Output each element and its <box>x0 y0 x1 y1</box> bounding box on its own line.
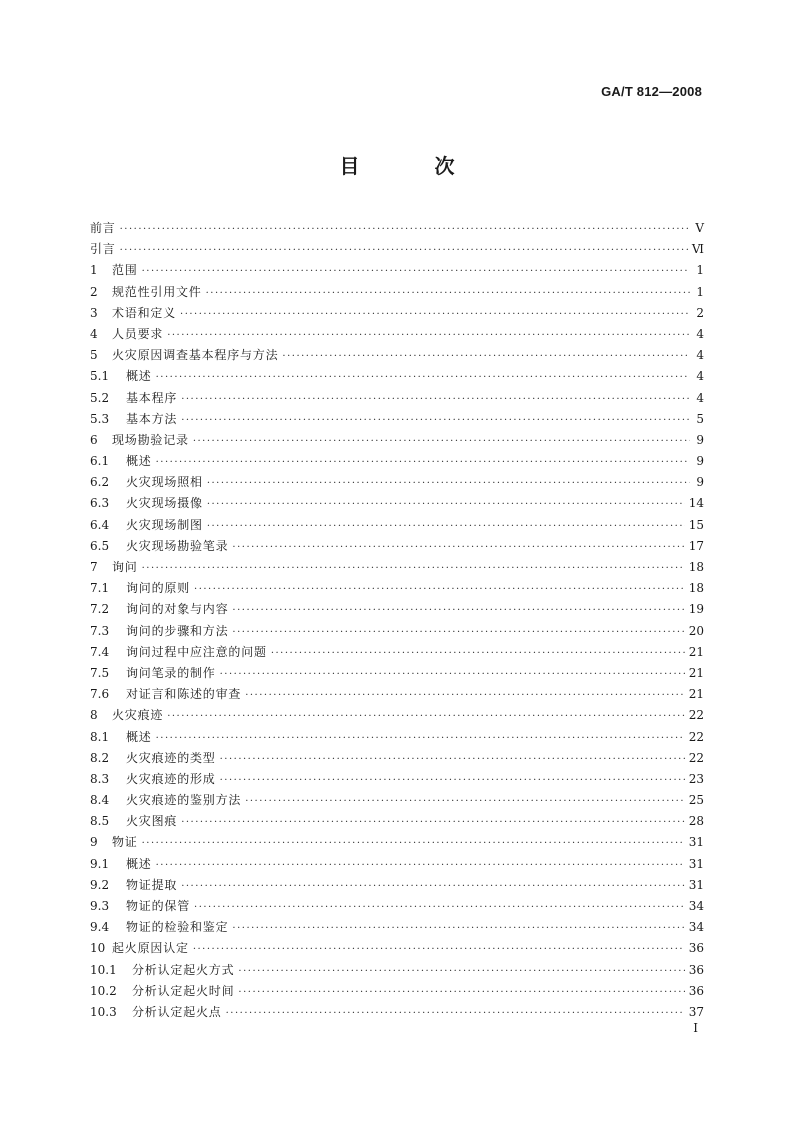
toc-entry-page: 37 <box>688 1004 704 1019</box>
toc-entry[interactable] <box>90 239 704 260</box>
toc-entry-label: 火灾原因调查基本程序与方法 <box>112 348 279 363</box>
toc-entry-label: 火灾现场摄像 <box>126 496 203 511</box>
toc-entry-number: 4 <box>90 326 98 341</box>
toc-entry-page: 5 <box>696 411 704 426</box>
toc-entry[interactable] <box>90 621 704 642</box>
toc-entry-number: 1 <box>90 263 98 278</box>
toc-entry-number: 6.5 <box>90 538 110 553</box>
toc-entry-number: 10.3 <box>90 1004 117 1019</box>
toc-entry-label: 火灾现场制图 <box>126 517 203 532</box>
toc-entry-number: 3 <box>90 305 98 320</box>
toc-entry[interactable] <box>90 260 704 281</box>
toc-entry-page: 31 <box>688 856 704 871</box>
toc-dot-leader <box>238 961 684 982</box>
toc-entry-page: 22 <box>688 750 704 765</box>
page-title: 目 次 <box>339 154 489 178</box>
toc-entry-label: 概述 <box>126 369 152 384</box>
toc-entry-number: 9.3 <box>90 899 110 913</box>
toc-entry-number: 8.4 <box>90 793 110 808</box>
toc-dot-leader <box>194 579 685 600</box>
toc-entry-number: 8.1 <box>90 729 110 744</box>
toc-dot-leader <box>238 982 684 1003</box>
toc-entry-page: 31 <box>688 835 704 850</box>
toc-entry-number: 8.2 <box>90 750 110 765</box>
toc-entry-page: Ⅴ <box>695 221 704 235</box>
toc-dot-leader <box>180 304 690 325</box>
toc-entry-label: 规范性引用文件 <box>112 284 202 299</box>
toc-entry-page: 4 <box>696 326 704 341</box>
toc-entry[interactable] <box>90 938 704 959</box>
toc-dot-leader <box>193 431 690 452</box>
toc-entry-page: 4 <box>696 348 704 363</box>
toc-entry-number: 8.5 <box>90 814 110 829</box>
toc-entry[interactable] <box>90 832 704 853</box>
toc-entry[interactable] <box>90 472 704 493</box>
toc-entry[interactable] <box>90 705 704 726</box>
toc-entry[interactable] <box>90 896 704 917</box>
toc-entry[interactable] <box>90 324 704 345</box>
toc-entry-number: 10.1 <box>90 962 117 977</box>
toc-dot-leader <box>207 516 685 537</box>
toc-entry-page: 28 <box>688 814 704 829</box>
toc-entry-page: 18 <box>688 560 704 574</box>
toc-dot-leader <box>245 791 685 812</box>
toc-entry-label: 询问 <box>112 560 138 574</box>
toc-entry-number: 9.4 <box>90 920 110 935</box>
toc-entry-label: 询问的对象与内容 <box>126 602 229 617</box>
toc-entry[interactable] <box>90 748 704 769</box>
toc-entry-page: 31 <box>688 877 704 892</box>
toc-entry-page: 4 <box>696 369 704 384</box>
toc-entry-number: 6.4 <box>90 517 110 532</box>
toc-entry-label: 对证言和陈述的审查 <box>126 687 242 702</box>
toc-dot-leader <box>232 537 684 558</box>
toc-dot-leader <box>167 706 685 727</box>
toc-entry[interactable] <box>90 557 704 578</box>
toc-entry-number: 7.3 <box>90 623 110 638</box>
toc-dot-leader <box>271 643 685 664</box>
toc-entry[interactable] <box>90 536 704 557</box>
toc-entry-number: 9.2 <box>90 877 110 892</box>
toc-entry[interactable] <box>90 451 704 472</box>
toc-entry-page: 21 <box>688 687 704 702</box>
toc-entry[interactable] <box>90 599 704 620</box>
toc-entry-label: 现场勘验记录 <box>112 432 189 447</box>
toc-entry-label: 概述 <box>126 454 152 469</box>
toc-entry-number: 6.1 <box>90 454 110 469</box>
toc-entry-number: 10.2 <box>90 983 117 998</box>
toc-dot-leader <box>220 749 685 770</box>
toc-entry-page: 17 <box>688 538 704 553</box>
toc-entry-page: Ⅵ <box>691 242 704 257</box>
toc-dot-leader <box>245 685 685 706</box>
toc-entry[interactable] <box>90 811 704 832</box>
toc-entry-label: 范围 <box>112 263 138 278</box>
toc-entry-number: 7.1 <box>90 581 110 596</box>
toc-dot-leader <box>181 876 685 897</box>
toc-entry-number: 7.2 <box>90 602 110 617</box>
toc-entry[interactable] <box>90 663 704 684</box>
page-folio: I <box>693 1021 698 1035</box>
toc-entry-label: 人员要求 <box>112 326 164 341</box>
toc-entry-number: 7 <box>90 560 98 574</box>
toc-entry[interactable] <box>90 727 704 748</box>
toc-entry[interactable] <box>90 642 704 663</box>
toc-dot-leader <box>142 558 685 579</box>
toc-entry[interactable] <box>90 854 704 875</box>
toc-entry[interactable] <box>90 493 704 514</box>
toc-entry-label: 询问的步骤和方法 <box>126 623 229 638</box>
toc-entry[interactable] <box>90 345 704 366</box>
toc-entry-number: 9.1 <box>90 856 110 871</box>
toc-entry[interactable] <box>90 578 704 599</box>
toc-entry-page: 21 <box>688 644 704 659</box>
toc-entry-label: 分析认定起火点 <box>132 1004 222 1019</box>
toc-entry-page: 4 <box>696 390 704 405</box>
toc-entry[interactable] <box>90 430 704 451</box>
toc-entry-number: 9 <box>90 835 98 850</box>
toc-entry[interactable] <box>90 303 704 324</box>
toc-entry-page: 22 <box>688 729 704 744</box>
toc-entry-label: 概述 <box>126 729 152 744</box>
toc-entry[interactable] <box>90 875 704 896</box>
toc-entry[interactable] <box>90 684 704 705</box>
toc-entry-page: 19 <box>688 602 704 617</box>
toc-entry-page: 36 <box>688 983 704 998</box>
toc-dot-leader <box>181 410 690 431</box>
toc-dot-leader <box>120 240 688 261</box>
toc-entry[interactable] <box>90 218 704 239</box>
toc-entry-number: 6.3 <box>90 496 110 511</box>
toc-dot-leader <box>142 833 685 854</box>
toc-entry-page: 15 <box>688 517 704 532</box>
toc-dot-leader <box>181 812 685 833</box>
toc-entry-page: 36 <box>688 941 704 956</box>
toc-entry-page: 21 <box>688 665 704 680</box>
toc-entry[interactable] <box>90 366 704 387</box>
toc-entry-number: 5.3 <box>90 411 110 426</box>
toc-dot-leader <box>193 939 685 960</box>
toc-entry[interactable] <box>90 960 704 981</box>
toc-entry-page: 1 <box>696 263 704 278</box>
toc-entry-number: 5 <box>90 348 98 363</box>
toc-entry-number: 2 <box>90 284 98 299</box>
toc-entry-label: 询问笔录的制作 <box>126 665 216 680</box>
toc-dot-leader <box>232 918 684 939</box>
toc-dot-leader <box>207 473 690 494</box>
toc-entry[interactable] <box>90 917 704 938</box>
toc-entry-page: 23 <box>688 771 704 786</box>
toc-entry-page: 9 <box>696 475 704 490</box>
toc-dot-leader <box>232 600 684 621</box>
toc-entry-page: 34 <box>688 920 704 935</box>
toc-dot-leader <box>156 452 690 473</box>
toc-entry-label: 基本程序 <box>126 390 178 405</box>
toc-dot-leader <box>181 389 690 410</box>
toc-entry-label: 火灾痕迹的鉴别方法 <box>126 793 242 808</box>
toc-dot-leader <box>156 367 690 388</box>
toc-dot-leader <box>167 325 690 346</box>
toc-entry-page: 9 <box>696 432 704 447</box>
toc-entry-label: 火灾现场勘验笔录 <box>126 538 229 553</box>
toc-entry-label: 分析认定起火方式 <box>132 962 235 977</box>
toc-entry-label: 物证的保管 <box>126 899 191 913</box>
toc-entry-number: 5.2 <box>90 390 110 405</box>
toc-entry-label: 概述 <box>126 856 152 871</box>
toc-dot-leader <box>206 283 690 304</box>
toc-entry[interactable] <box>90 769 704 790</box>
toc-dot-leader <box>156 728 685 749</box>
toc-entry-label: 引言 <box>90 242 116 257</box>
toc-entry-page: 1 <box>696 284 704 299</box>
toc-entry-number: 10 <box>90 941 106 956</box>
toc-entry-page: 18 <box>688 581 704 596</box>
toc-entry-page: 9 <box>696 454 704 469</box>
toc-entry-label: 火灾现场照相 <box>126 475 203 490</box>
toc-entry-label: 火灾痕迹的类型 <box>126 750 216 765</box>
toc-entry-number: 7.6 <box>90 687 110 702</box>
toc-entry[interactable] <box>90 282 704 303</box>
toc-dot-leader <box>220 770 685 791</box>
toc-entry-number: 6 <box>90 432 98 447</box>
toc-dot-leader <box>282 346 690 367</box>
toc-entry-label: 火灾痕迹 <box>112 708 164 723</box>
toc-entry[interactable] <box>90 981 704 1002</box>
toc-entry-label: 物证的检验和鉴定 <box>126 920 229 935</box>
toc-entry-label: 火灾图痕 <box>126 814 178 829</box>
toc-dot-leader <box>220 664 685 685</box>
toc-entry-number: 8 <box>90 708 98 723</box>
toc-entry-label: 基本方法 <box>126 411 178 426</box>
toc-entry[interactable] <box>90 1002 704 1023</box>
table-of-contents <box>90 218 704 1023</box>
standard-code: GA/T 812—2008 <box>601 84 702 99</box>
toc-entry-label: 物证 <box>112 835 138 850</box>
toc-entry-number: 8.3 <box>90 771 110 786</box>
toc-dot-leader <box>226 1003 685 1024</box>
toc-dot-leader <box>194 897 685 918</box>
toc-entry-page: 20 <box>688 623 704 638</box>
toc-entry-page: 36 <box>688 962 704 977</box>
toc-entry-label: 前言 <box>90 221 116 235</box>
toc-entry-number: 7.5 <box>90 665 110 680</box>
toc-entry-label: 起火原因认定 <box>112 941 189 956</box>
toc-dot-leader <box>232 622 684 643</box>
toc-entry-page: 22 <box>688 708 704 723</box>
toc-entry[interactable] <box>90 515 704 536</box>
toc-entry-label: 火灾痕迹的形成 <box>126 771 216 786</box>
toc-entry-page: 34 <box>688 899 704 913</box>
toc-entry-number: 6.2 <box>90 475 110 490</box>
toc-entry-number: 7.4 <box>90 644 110 659</box>
toc-entry-page: 14 <box>688 496 704 511</box>
toc-entry[interactable] <box>90 790 704 811</box>
toc-entry-number: 5.1 <box>90 369 110 384</box>
toc-entry-label: 分析认定起火时间 <box>132 983 235 998</box>
toc-entry-label: 术语和定义 <box>112 305 177 320</box>
toc-dot-leader <box>120 219 690 240</box>
toc-entry-label: 询问过程中应注意的问题 <box>126 644 267 659</box>
toc-entry[interactable] <box>90 388 704 409</box>
toc-entry[interactable] <box>90 409 704 430</box>
toc-entry-label: 物证提取 <box>126 877 178 892</box>
toc-dot-leader <box>156 855 685 876</box>
toc-entry-page: 2 <box>696 305 704 320</box>
toc-dot-leader <box>142 261 690 282</box>
toc-entry-page: 25 <box>688 793 704 808</box>
toc-entry-label: 询问的原则 <box>126 581 191 596</box>
toc-dot-leader <box>207 494 685 515</box>
